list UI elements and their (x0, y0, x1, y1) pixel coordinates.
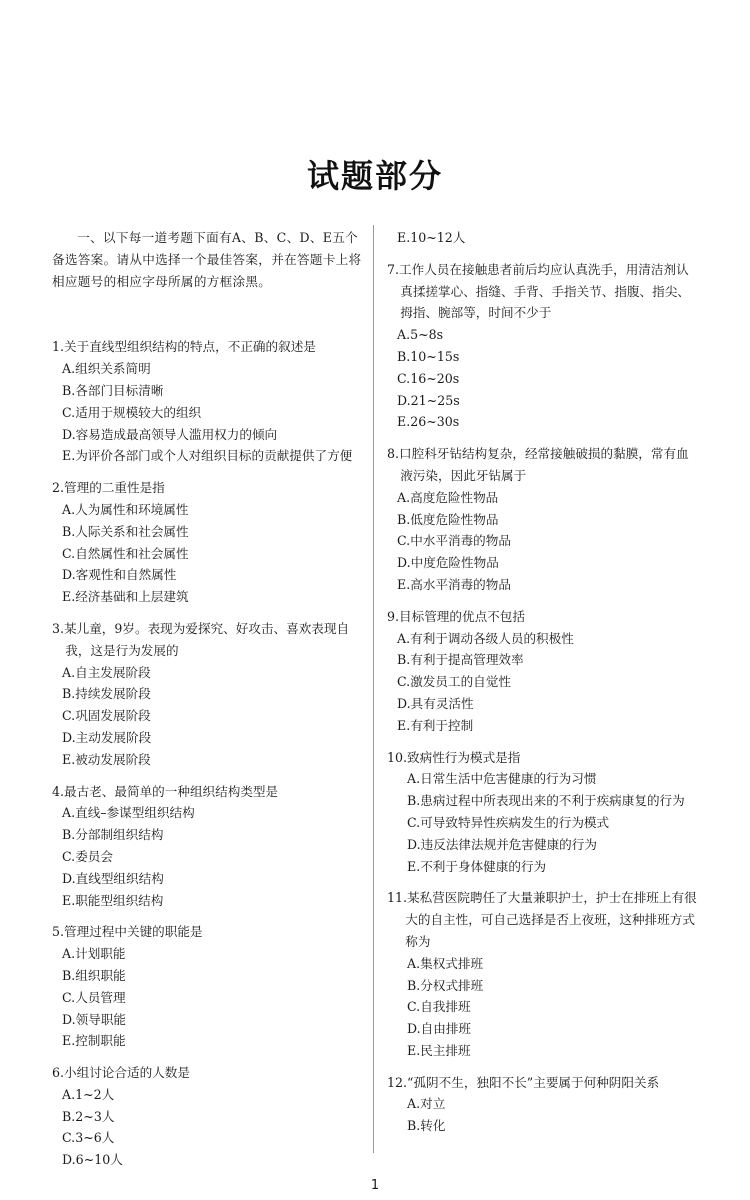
option: C.3~6人 (62, 1130, 115, 1146)
question (52, 781, 366, 912)
option: B.持续发展阶段 (62, 686, 151, 702)
option: C.可导致特异性疾病发生的行为模式 (407, 814, 610, 830)
option: A.直线–参谋型组织结构 (62, 805, 195, 821)
option-list (387, 324, 697, 433)
question-continuation (387, 227, 697, 249)
option: D.具有灵活性 (397, 695, 474, 711)
option-list (52, 499, 366, 608)
option: D.21~25s (397, 392, 460, 408)
option: D.主动发展阶段 (62, 729, 152, 745)
option: D.直线型组织结构 (62, 870, 164, 886)
question-stem: 2.管理的二重性是指 (52, 480, 165, 496)
option: E.经济基础和上层建筑 (62, 589, 189, 605)
question-stem: 8.口腔科牙钻结构复杂，经常接触破损的黏膜，常有血液污染，因此牙钻属于 (387, 446, 689, 483)
option: E.控制职能 (62, 1033, 126, 1049)
option-list (52, 802, 366, 911)
question (387, 1072, 697, 1137)
option: B.2~3人 (62, 1108, 115, 1124)
question-stem: 3.某儿童，9岁。表现为爱探究、好攻击、喜欢表现自我，这是行为发展的 (52, 620, 350, 658)
section-instructions: 一、以下每一道考题下面有A、B、C、D、E五个备选答案。请从中选择一个最佳答案，并在答题卡上将相应题号的相应字母所属的方框涂黑。 (52, 230, 362, 289)
option: C.中水平消毒的物品 (397, 533, 511, 549)
question-stem: 4.最古老、最简单的一种组织结构类型是 (52, 783, 279, 799)
option: A.集权式排班 (407, 955, 484, 971)
option: C.激发员工的自觉性 (397, 674, 511, 690)
option: E.民主排班 (407, 1042, 471, 1058)
option: E.不利于身体健康的行为 (407, 858, 547, 874)
option: D.自由排班 (407, 1021, 472, 1037)
option: A.计划职能 (62, 946, 126, 962)
option: D.违反法律法规并危害健康的行为 (407, 836, 597, 852)
option: C.巩固发展阶段 (62, 708, 151, 724)
option-list (52, 1084, 366, 1171)
question (387, 747, 697, 878)
question (52, 1062, 366, 1171)
option: C.人员管理 (62, 989, 126, 1005)
option: D.容易造成最高领导人滥用权力的倾向 (62, 426, 278, 442)
question (387, 259, 697, 433)
option: B.组织职能 (62, 967, 126, 983)
option: C.自我排班 (407, 999, 471, 1015)
option: B.转化 (407, 1118, 446, 1134)
option: A.高度危险性物品 (397, 489, 499, 505)
option: C.16~20s (397, 370, 460, 386)
question-stem: 6.小组讨论合适的人数是 (52, 1065, 190, 1081)
option: B.分权式排班 (407, 977, 484, 993)
question (387, 606, 697, 737)
option: E.10~12人 (397, 230, 466, 245)
option-list (387, 768, 697, 877)
option: E.有利于控制 (397, 717, 474, 733)
question-stem: 9.目标管理的优点不包括 (387, 608, 525, 624)
option: D.领导职能 (62, 1011, 127, 1027)
option: B.各部门目标清晰 (62, 382, 164, 398)
option-list (52, 943, 366, 1052)
option-list (387, 227, 697, 249)
question (387, 443, 697, 596)
page-title: 试题部分 (306, 157, 443, 195)
option: D.中度危险性物品 (397, 555, 499, 571)
question (52, 477, 366, 608)
option: E.职能型组织结构 (62, 892, 164, 908)
option: A.自主发展阶段 (62, 664, 151, 680)
option: B.患病过程中所表现出来的不利于疾病康复的行为 (407, 793, 685, 809)
option-list (52, 662, 366, 771)
option: E.高水平消毒的物品 (397, 576, 511, 592)
option: B.分部制组织结构 (62, 827, 164, 843)
option: B.低度危险性物品 (397, 511, 499, 527)
question (52, 618, 366, 771)
option: A.人为属性和环境属性 (62, 501, 189, 517)
option-list (387, 953, 697, 1062)
question-stem: 5.管理过程中关键的职能是 (52, 924, 203, 940)
question-stem: 1.关于直线型组织结构的特点，不正确的叙述是 (52, 339, 316, 355)
option: A.对立 (407, 1096, 446, 1112)
option: E.为评价各部门或个人对组织目标的贡献提供了方便 (62, 448, 353, 464)
option: E.26~30s (397, 414, 460, 430)
option: C.适用于规模较大的组织 (62, 404, 202, 420)
left-column (52, 227, 366, 1181)
option: C.委员会 (62, 848, 113, 864)
option-list (52, 358, 366, 467)
option: A.1~2人 (62, 1086, 115, 1102)
question-stem: 11.某私营医院聘任了大量兼职护士，护士在排班上有很大的自主性，可自己选择是否上夜班，这种排班方式称为 (387, 890, 697, 949)
question (52, 921, 366, 1052)
option: A.组织关系简明 (62, 361, 151, 377)
option: D.6~10人 (62, 1152, 123, 1168)
right-column (387, 227, 697, 1147)
option: B.人际关系和社会属性 (62, 523, 189, 539)
column-divider (373, 225, 374, 1153)
question (387, 887, 697, 1061)
option-list (387, 628, 697, 737)
option-list (387, 1093, 697, 1137)
question (52, 336, 366, 467)
option: A.日常生活中危害健康的行为习惯 (407, 771, 597, 787)
question-stem: 10.致病性行为模式是指 (387, 749, 521, 765)
option: B.10~15s (397, 348, 460, 364)
option: B.有利于提高管理效率 (397, 652, 524, 668)
option: E.被动发展阶段 (62, 751, 151, 767)
question-stem: 12.“孤阴不生，独阳不长”主要属于何种阴阳关系 (387, 1074, 660, 1090)
option: A.5~8s (397, 327, 444, 343)
option: C.自然属性和社会属性 (62, 545, 189, 561)
question-stem: 7.工作人员在接触患者前后均应认真洗手，用清洁剂认真揉搓掌心、指缝、手背、手指关节、指腹、指尖、拇指、腕部等，时间不少于 (387, 261, 690, 321)
option-list (387, 487, 697, 596)
page-number: 1 (370, 1178, 380, 1193)
option: D.客观性和自然属性 (62, 567, 177, 583)
option: A.有利于调动各级人员的积极性 (397, 630, 574, 646)
